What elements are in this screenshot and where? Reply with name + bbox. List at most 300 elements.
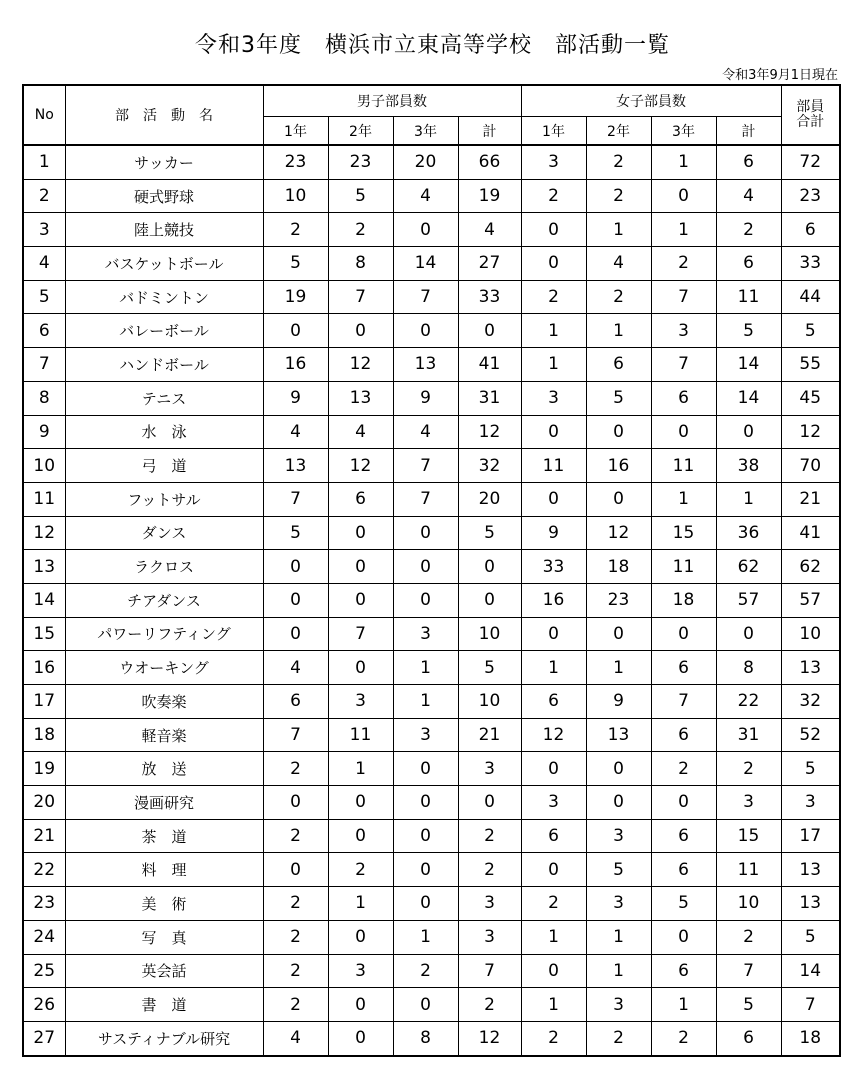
row-no: 4 [23, 247, 65, 281]
female-sum: 1 [716, 482, 781, 516]
female-grade1: 11 [521, 449, 586, 483]
male-grade1: 0 [263, 853, 328, 887]
female-grade2: 2 [586, 179, 651, 213]
row-no: 14 [23, 583, 65, 617]
male-sum: 31 [458, 381, 521, 415]
male-grade1: 23 [263, 145, 328, 179]
female-grade3: 1 [651, 213, 716, 247]
club-member-table [22, 84, 841, 1057]
total-members: 33 [781, 247, 840, 281]
male-grade2: 23 [328, 145, 393, 179]
male-grade2: 0 [328, 516, 393, 550]
female-sum: 14 [716, 381, 781, 415]
female-sum: 31 [716, 718, 781, 752]
female-grade2: 1 [586, 213, 651, 247]
female-grade2: 3 [586, 988, 651, 1022]
table-row [23, 786, 840, 820]
male-sum: 0 [458, 786, 521, 820]
male-sum: 12 [458, 415, 521, 449]
male-grade2: 4 [328, 415, 393, 449]
male-grade2: 5 [328, 179, 393, 213]
row-no: 26 [23, 988, 65, 1022]
female-grade3: 2 [651, 752, 716, 786]
female-grade1: 12 [521, 718, 586, 752]
female-grade1: 0 [521, 415, 586, 449]
female-grade2: 0 [586, 415, 651, 449]
female-grade2: 1 [586, 954, 651, 988]
female-sum: 22 [716, 685, 781, 719]
male-sum: 5 [458, 516, 521, 550]
table-row [23, 179, 840, 213]
male-grade3: 14 [393, 247, 458, 281]
row-no: 23 [23, 887, 65, 921]
male-sum: 4 [458, 213, 521, 247]
female-grade1: 2 [521, 280, 586, 314]
male-grade3: 0 [393, 516, 458, 550]
female-sum: 15 [716, 819, 781, 853]
total-members: 5 [781, 752, 840, 786]
female-grade2: 2 [586, 1021, 651, 1055]
female-sum: 5 [716, 314, 781, 348]
total-members: 10 [781, 617, 840, 651]
male-grade3: 7 [393, 280, 458, 314]
male-grade1: 9 [263, 381, 328, 415]
female-grade1: 6 [521, 819, 586, 853]
table-body [23, 145, 840, 1056]
male-grade2: 12 [328, 449, 393, 483]
female-sum: 14 [716, 348, 781, 382]
row-no: 5 [23, 280, 65, 314]
male-grade2: 2 [328, 853, 393, 887]
table-row [23, 954, 840, 988]
total-members: 32 [781, 685, 840, 719]
row-no: 6 [23, 314, 65, 348]
table-row [23, 314, 840, 348]
male-grade1: 7 [263, 482, 328, 516]
female-sum: 38 [716, 449, 781, 483]
male-grade3: 0 [393, 819, 458, 853]
club-name: 写 真 [65, 920, 263, 954]
male-grade1: 4 [263, 415, 328, 449]
header-female-members: 女子部員数 [521, 85, 781, 117]
male-grade3: 20 [393, 145, 458, 179]
male-grade1: 4 [263, 1021, 328, 1055]
table-row [23, 550, 840, 584]
male-grade2: 6 [328, 482, 393, 516]
female-grade1: 1 [521, 314, 586, 348]
male-sum: 10 [458, 685, 521, 719]
female-grade2: 0 [586, 786, 651, 820]
male-grade3: 0 [393, 853, 458, 887]
female-grade2: 0 [586, 617, 651, 651]
row-no: 15 [23, 617, 65, 651]
female-grade1: 0 [521, 617, 586, 651]
female-grade3: 0 [651, 617, 716, 651]
female-sum: 0 [716, 415, 781, 449]
female-sum: 6 [716, 1021, 781, 1055]
female-grade1: 1 [521, 348, 586, 382]
female-grade1: 3 [521, 145, 586, 179]
male-sum: 19 [458, 179, 521, 213]
male-sum: 0 [458, 314, 521, 348]
header-female-grade3: 3年 [651, 117, 716, 146]
female-grade2: 2 [586, 145, 651, 179]
table-row [23, 752, 840, 786]
total-members: 57 [781, 583, 840, 617]
female-grade3: 0 [651, 179, 716, 213]
table-row [23, 280, 840, 314]
male-grade1: 19 [263, 280, 328, 314]
male-grade2: 7 [328, 617, 393, 651]
table-row [23, 247, 840, 281]
male-grade1: 6 [263, 685, 328, 719]
total-members: 17 [781, 819, 840, 853]
male-sum: 2 [458, 853, 521, 887]
club-name: 書 道 [65, 988, 263, 1022]
male-sum: 7 [458, 954, 521, 988]
table-row [23, 685, 840, 719]
male-sum: 10 [458, 617, 521, 651]
female-grade1: 0 [521, 853, 586, 887]
club-name: 茶 道 [65, 819, 263, 853]
total-members: 44 [781, 280, 840, 314]
female-grade3: 7 [651, 280, 716, 314]
male-grade2: 12 [328, 348, 393, 382]
header-club-name: 部 活 動 名 [65, 85, 263, 145]
male-sum: 0 [458, 583, 521, 617]
row-no: 9 [23, 415, 65, 449]
female-grade1: 2 [521, 1021, 586, 1055]
female-grade2: 5 [586, 853, 651, 887]
female-grade2: 13 [586, 718, 651, 752]
page-title: 令和3年度 横浜市立東高等学校 部活動一覧 [195, 33, 670, 58]
female-grade2: 12 [586, 516, 651, 550]
male-sum: 2 [458, 988, 521, 1022]
header-female-sum: 計 [716, 117, 781, 146]
female-grade3: 18 [651, 583, 716, 617]
header-total-line1: 部員 [796, 98, 825, 115]
male-grade3: 7 [393, 482, 458, 516]
female-grade3: 6 [651, 954, 716, 988]
club-name: 美 術 [65, 887, 263, 921]
row-no: 10 [23, 449, 65, 483]
club-name: 軽音楽 [65, 718, 263, 752]
header-male-members: 男子部員数 [263, 85, 521, 117]
table-row [23, 348, 840, 382]
total-members: 12 [781, 415, 840, 449]
table-row [23, 213, 840, 247]
female-sum: 36 [716, 516, 781, 550]
female-grade2: 0 [586, 482, 651, 516]
total-members: 23 [781, 179, 840, 213]
header-male-grade1: 1年 [263, 117, 328, 146]
female-grade2: 3 [586, 819, 651, 853]
male-grade1: 0 [263, 550, 328, 584]
female-grade1: 1 [521, 651, 586, 685]
female-grade1: 1 [521, 920, 586, 954]
club-name: 料 理 [65, 853, 263, 887]
female-sum: 0 [716, 617, 781, 651]
total-members: 41 [781, 516, 840, 550]
male-sum: 3 [458, 887, 521, 921]
male-grade1: 2 [263, 920, 328, 954]
row-no: 11 [23, 482, 65, 516]
club-name: 弓 道 [65, 449, 263, 483]
header-row-top [23, 85, 840, 117]
male-sum: 20 [458, 482, 521, 516]
club-name: サッカー [65, 145, 263, 179]
female-sum: 11 [716, 280, 781, 314]
female-grade2: 1 [586, 920, 651, 954]
club-name: パワーリフティング [65, 617, 263, 651]
male-grade3: 0 [393, 583, 458, 617]
row-no: 17 [23, 685, 65, 719]
female-sum: 2 [716, 920, 781, 954]
female-grade2: 23 [586, 583, 651, 617]
row-no: 12 [23, 516, 65, 550]
total-members: 5 [781, 314, 840, 348]
male-grade1: 10 [263, 179, 328, 213]
male-grade2: 0 [328, 988, 393, 1022]
female-grade3: 6 [651, 651, 716, 685]
male-grade1: 7 [263, 718, 328, 752]
table-row [23, 145, 840, 179]
row-no: 19 [23, 752, 65, 786]
total-members: 13 [781, 887, 840, 921]
club-name: 漫画研究 [65, 786, 263, 820]
total-members: 62 [781, 550, 840, 584]
header-male-grade2: 2年 [328, 117, 393, 146]
female-grade1: 16 [521, 583, 586, 617]
female-grade3: 1 [651, 988, 716, 1022]
male-grade2: 0 [328, 786, 393, 820]
female-grade1: 3 [521, 786, 586, 820]
total-members: 14 [781, 954, 840, 988]
female-grade3: 1 [651, 482, 716, 516]
female-grade1: 6 [521, 685, 586, 719]
row-no: 3 [23, 213, 65, 247]
male-grade3: 4 [393, 179, 458, 213]
female-grade3: 7 [651, 348, 716, 382]
row-no: 7 [23, 348, 65, 382]
female-grade1: 33 [521, 550, 586, 584]
female-grade1: 0 [521, 954, 586, 988]
female-grade3: 6 [651, 853, 716, 887]
female-grade3: 6 [651, 819, 716, 853]
female-grade3: 6 [651, 718, 716, 752]
male-grade2: 0 [328, 819, 393, 853]
header-no: No [23, 85, 65, 145]
total-members: 21 [781, 482, 840, 516]
club-name: 水 泳 [65, 415, 263, 449]
female-grade2: 1 [586, 651, 651, 685]
male-grade1: 0 [263, 786, 328, 820]
female-grade3: 15 [651, 516, 716, 550]
female-grade2: 4 [586, 247, 651, 281]
male-grade1: 4 [263, 651, 328, 685]
club-name: バレーボール [65, 314, 263, 348]
female-grade2: 1 [586, 314, 651, 348]
male-grade2: 3 [328, 685, 393, 719]
male-sum: 2 [458, 819, 521, 853]
male-sum: 41 [458, 348, 521, 382]
female-grade1: 0 [521, 752, 586, 786]
male-sum: 0 [458, 550, 521, 584]
table-row [23, 1021, 840, 1055]
male-grade3: 2 [393, 954, 458, 988]
male-grade2: 0 [328, 583, 393, 617]
male-grade3: 0 [393, 213, 458, 247]
club-name: チアダンス [65, 583, 263, 617]
female-grade3: 7 [651, 685, 716, 719]
male-grade1: 5 [263, 247, 328, 281]
row-no: 22 [23, 853, 65, 887]
table-row [23, 853, 840, 887]
female-grade3: 11 [651, 449, 716, 483]
club-name: 硬式野球 [65, 179, 263, 213]
male-grade2: 0 [328, 920, 393, 954]
table-row [23, 988, 840, 1022]
female-grade1: 2 [521, 887, 586, 921]
female-grade2: 3 [586, 887, 651, 921]
female-sum: 8 [716, 651, 781, 685]
male-grade3: 8 [393, 1021, 458, 1055]
male-grade2: 0 [328, 1021, 393, 1055]
male-grade3: 9 [393, 381, 458, 415]
header-total-members [781, 85, 840, 145]
male-sum: 5 [458, 651, 521, 685]
female-grade3: 1 [651, 145, 716, 179]
club-name: ラクロス [65, 550, 263, 584]
male-grade1: 16 [263, 348, 328, 382]
female-grade2: 5 [586, 381, 651, 415]
female-grade3: 2 [651, 247, 716, 281]
male-grade3: 0 [393, 550, 458, 584]
male-grade1: 2 [263, 752, 328, 786]
male-grade3: 0 [393, 988, 458, 1022]
female-sum: 5 [716, 988, 781, 1022]
header-male-sum: 計 [458, 117, 521, 146]
female-grade2: 0 [586, 752, 651, 786]
female-grade1: 0 [521, 247, 586, 281]
row-no: 2 [23, 179, 65, 213]
female-sum: 2 [716, 213, 781, 247]
total-members: 13 [781, 853, 840, 887]
club-name: ウオーキング [65, 651, 263, 685]
club-name: 放 送 [65, 752, 263, 786]
female-grade2: 2 [586, 280, 651, 314]
female-grade2: 6 [586, 348, 651, 382]
club-name: バドミントン [65, 280, 263, 314]
table-row [23, 920, 840, 954]
row-no: 25 [23, 954, 65, 988]
row-no: 27 [23, 1021, 65, 1055]
as-of-date: 令和3年9月1日現在 [722, 68, 838, 83]
table-row [23, 819, 840, 853]
total-members: 3 [781, 786, 840, 820]
female-sum: 57 [716, 583, 781, 617]
male-grade3: 4 [393, 415, 458, 449]
table-row [23, 449, 840, 483]
male-grade2: 7 [328, 280, 393, 314]
male-sum: 3 [458, 920, 521, 954]
male-grade2: 0 [328, 314, 393, 348]
female-grade1: 9 [521, 516, 586, 550]
female-grade3: 5 [651, 887, 716, 921]
club-name: ハンドボール [65, 348, 263, 382]
male-grade3: 0 [393, 887, 458, 921]
total-members: 7 [781, 988, 840, 1022]
total-members: 6 [781, 213, 840, 247]
male-grade3: 7 [393, 449, 458, 483]
row-no: 18 [23, 718, 65, 752]
header-female-grade2: 2年 [586, 117, 651, 146]
male-grade2: 1 [328, 752, 393, 786]
male-grade1: 2 [263, 213, 328, 247]
male-grade3: 0 [393, 314, 458, 348]
female-sum: 3 [716, 786, 781, 820]
female-grade1: 0 [521, 482, 586, 516]
table-row [23, 381, 840, 415]
male-sum: 3 [458, 752, 521, 786]
total-members: 52 [781, 718, 840, 752]
male-grade1: 2 [263, 954, 328, 988]
female-sum: 6 [716, 247, 781, 281]
table-row [23, 482, 840, 516]
male-sum: 33 [458, 280, 521, 314]
female-grade3: 11 [651, 550, 716, 584]
male-grade3: 1 [393, 920, 458, 954]
club-name: サスティナブル研究 [65, 1021, 263, 1055]
female-grade3: 3 [651, 314, 716, 348]
male-grade2: 0 [328, 651, 393, 685]
male-grade1: 2 [263, 988, 328, 1022]
female-grade1: 2 [521, 179, 586, 213]
female-grade2: 9 [586, 685, 651, 719]
header-male-grade3: 3年 [393, 117, 458, 146]
row-no: 8 [23, 381, 65, 415]
club-name: バスケットボール [65, 247, 263, 281]
female-grade3: 2 [651, 1021, 716, 1055]
female-sum: 4 [716, 179, 781, 213]
club-name: 吹奏楽 [65, 685, 263, 719]
table-row [23, 651, 840, 685]
male-grade1: 0 [263, 617, 328, 651]
male-sum: 27 [458, 247, 521, 281]
male-grade3: 0 [393, 752, 458, 786]
header-female-grade1: 1年 [521, 117, 586, 146]
male-grade3: 1 [393, 651, 458, 685]
male-grade1: 2 [263, 887, 328, 921]
male-grade2: 3 [328, 954, 393, 988]
male-grade3: 0 [393, 786, 458, 820]
total-members: 55 [781, 348, 840, 382]
row-no: 13 [23, 550, 65, 584]
female-grade3: 0 [651, 786, 716, 820]
female-grade2: 18 [586, 550, 651, 584]
table-row [23, 516, 840, 550]
male-grade3: 1 [393, 685, 458, 719]
male-grade1: 5 [263, 516, 328, 550]
club-name: 英会話 [65, 954, 263, 988]
female-grade3: 0 [651, 415, 716, 449]
male-grade2: 2 [328, 213, 393, 247]
row-no: 16 [23, 651, 65, 685]
male-grade2: 0 [328, 550, 393, 584]
male-sum: 12 [458, 1021, 521, 1055]
female-sum: 10 [716, 887, 781, 921]
total-members: 18 [781, 1021, 840, 1055]
